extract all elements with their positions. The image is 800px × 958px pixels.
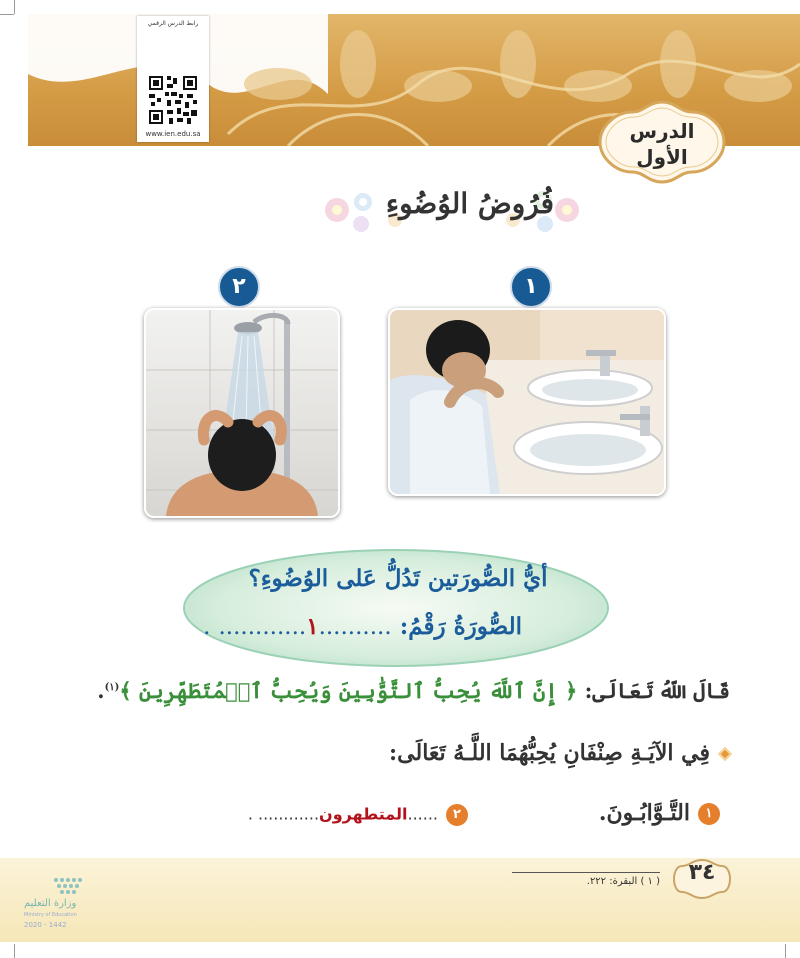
answer-value[interactable]: ١ xyxy=(306,613,319,640)
verse-open-bracket: ﴿ xyxy=(564,678,578,703)
lesson-label-line1: الدرس xyxy=(629,119,695,143)
lesson-label-line2: الأول xyxy=(636,145,688,169)
qr-code-card[interactable] xyxy=(137,16,209,142)
instruction-text: فِي الآيَـةِ صِنْفَانِ يُحِبُّهُمَا اللَّـهُ تَعَالَى: xyxy=(389,740,710,766)
footnote: ( ١ ) البقرة: ٢٢٢. xyxy=(586,876,660,887)
verse-end: . xyxy=(97,678,105,703)
verse-close-bracket: ﴾ xyxy=(119,678,132,703)
question-answer-line xyxy=(203,613,522,640)
crop-mark xyxy=(14,0,15,14)
ministry-year: 2020 - 1442 xyxy=(24,921,67,929)
footnote-marker: (١) xyxy=(104,682,120,693)
answer-dots: ............ xyxy=(218,614,307,640)
ministry-subtitle: Ministry of Education xyxy=(24,912,77,918)
lesson-title: فُرُوضُ الوُضُوءِ xyxy=(385,187,555,220)
qr-url[interactable]: www.ien.edu.sa xyxy=(145,130,201,138)
answer-item xyxy=(238,804,468,826)
answer-dots: .......... xyxy=(318,614,392,640)
quran-verse-line xyxy=(97,678,730,703)
answer-item xyxy=(480,800,720,826)
answer-label: الصُّورَةُ رَقْمُ: xyxy=(399,613,522,640)
answer-text: التَّـوَّابُـونَ. xyxy=(598,800,690,826)
verse-prefix: قَالَ اللّهُ تَعَالَى: xyxy=(584,678,730,703)
answer-dots: ...... xyxy=(407,804,438,824)
ministry-logo-icon xyxy=(24,874,114,896)
instruction-line xyxy=(310,740,730,766)
boy-showering-photo xyxy=(144,308,340,518)
qr-code-icon xyxy=(147,74,199,126)
ministry-name: وزارة التعليم xyxy=(24,898,77,909)
verse-text: إِنَّ ٱللَّهَ يُحِبُّ ٱلتَّوَّٰبِينَ وَيُحِبُّ ٱلۡمُتَطَهِّرِينَ xyxy=(139,678,558,703)
footnote-divider xyxy=(512,872,660,873)
crop-mark xyxy=(785,944,786,958)
page-number: ٣٤ xyxy=(688,860,716,885)
question-text: أيُّ الصُّورَتين تَدُلُّ عَلى الوُضُوءِ؟ xyxy=(248,565,548,592)
crop-mark xyxy=(0,14,14,15)
crop-mark xyxy=(14,944,15,958)
image-number-badge: ٢ xyxy=(218,266,260,308)
answer-number: ٢ xyxy=(446,804,468,826)
lesson-label xyxy=(610,118,714,170)
boy-washing-face-photo xyxy=(388,308,666,496)
answer-end: . xyxy=(247,804,253,824)
image-number-badge: ١ xyxy=(510,266,552,308)
answer-dots: ............ xyxy=(258,804,320,824)
diamond-bullet-icon xyxy=(718,747,732,761)
answer-value[interactable]: المتطهرون xyxy=(319,804,408,824)
qr-caption: رابط الدرس الرقمي xyxy=(147,20,199,27)
answer-end: . xyxy=(203,614,211,640)
answer-number: ١ xyxy=(698,803,720,825)
